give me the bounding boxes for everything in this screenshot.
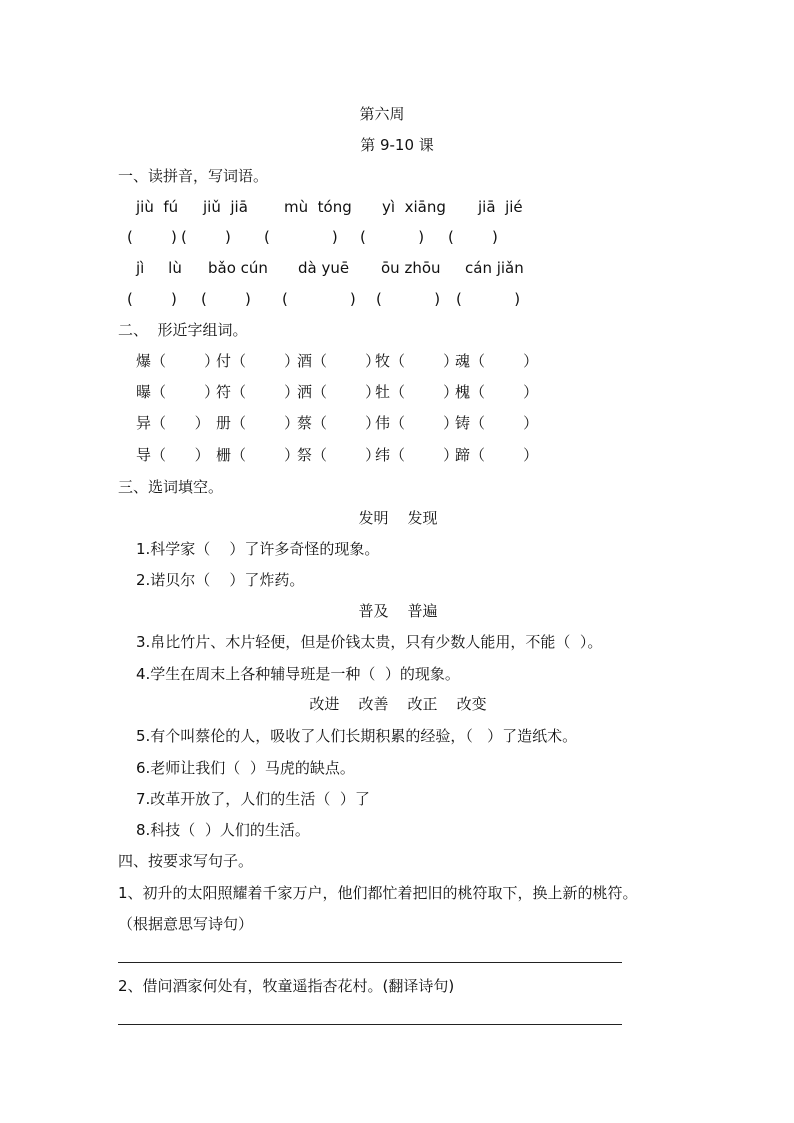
answer-blank[interactable]: ( ) [376, 290, 441, 308]
answer-blank[interactable]: ( ) [127, 228, 177, 246]
pinyin-item: jì lù [136, 259, 182, 277]
section1-heading: 一、读拼音，写词语。 [118, 167, 269, 185]
word-choice-group: 普及 普遍 [358, 602, 438, 620]
char-item[interactable]: 符（ ） [216, 383, 300, 401]
pinyin-item: mù tóng [284, 198, 352, 216]
answer-blank[interactable]: ( ) [282, 290, 356, 308]
answer-blank[interactable]: ( ) [127, 290, 177, 308]
char-item[interactable]: 洒（ ） [297, 383, 381, 401]
char-item[interactable]: 付（ ） [216, 352, 300, 370]
answer-blank[interactable]: ( ) [456, 290, 521, 308]
pinyin-item: ōu zhōu [381, 259, 441, 277]
char-item[interactable]: 爆（ ） [136, 352, 220, 370]
char-item[interactable]: 蹄（ ） [455, 446, 539, 464]
fill-question[interactable]: 6.老师让我们（ ）马虎的缺点。 [136, 759, 355, 777]
section4-heading: 四、按要求写句子。 [118, 852, 254, 870]
answer-blank[interactable]: ( ) [181, 228, 231, 246]
char-item[interactable]: 槐（ ） [455, 383, 539, 401]
char-item[interactable]: 曝（ ） [136, 383, 220, 401]
answer-blank[interactable]: ( ) [201, 290, 251, 308]
section2-heading: 二、 形近字组词。 [118, 321, 248, 339]
char-item[interactable]: 牧（ ） [375, 352, 459, 370]
answer-blank[interactable]: ( ) [264, 228, 338, 246]
answer-blank[interactable]: ( ) [448, 228, 498, 246]
question-hint: （根据意思写诗句） [118, 915, 254, 933]
pinyin-item: dà yuē [298, 259, 350, 277]
char-item[interactable]: 纬（ ） [375, 446, 459, 464]
fill-question[interactable]: 8.科技（ ）人们的生活。 [136, 821, 310, 839]
answer-blank[interactable]: ( ) [360, 228, 425, 246]
char-item[interactable]: 导（ ） [136, 446, 210, 464]
page-title: 第六周 [359, 105, 405, 123]
section3-heading: 三、选词填空。 [118, 478, 224, 496]
pinyin-item: yì xiāng [382, 198, 446, 216]
char-item[interactable]: 栅（ ） [216, 446, 300, 464]
char-item[interactable]: 酒（ ） [297, 352, 381, 370]
answer-line[interactable] [118, 1024, 622, 1025]
sentence-question: 2、借问酒家何处有，牧童遥指杏花村。(翻译诗句) [118, 977, 455, 995]
sentence-question: 1、初升的太阳照耀着千家万户，他们都忙着把旧的桃符取下，换上新的桃符。 [118, 884, 638, 902]
fill-question[interactable]: 1.科学家（ ）了许多奇怪的现象。 [136, 540, 380, 558]
char-item[interactable]: 册（ ） [216, 414, 300, 432]
page-subtitle: 第 9-10 课 [360, 136, 434, 154]
fill-question[interactable]: 7.改革开放了，人们的生活（ ）了 [136, 790, 370, 808]
pinyin-item: cán jiǎn [465, 259, 524, 277]
char-item[interactable]: 祭（ ） [297, 446, 381, 464]
char-item[interactable]: 魂（ ） [455, 352, 539, 370]
char-item[interactable]: 蔡（ ） [297, 414, 381, 432]
pinyin-item: jiǔ jiā [203, 198, 248, 216]
pinyin-item: jiā jié [478, 198, 523, 216]
char-item[interactable]: 伟（ ） [375, 414, 459, 432]
fill-question[interactable]: 4.学生在周末上各种辅导班是一种（ ）的现象。 [136, 665, 460, 683]
fill-question[interactable]: 5.有个叫蔡伦的人，吸收了人们长期积累的经验，（ ）了造纸术。 [136, 727, 578, 745]
char-item[interactable]: 铸（ ） [455, 414, 539, 432]
fill-question[interactable]: 3.帛比竹片、木片轻便，但是价钱太贵，只有少数人能用，不能（ ）。 [136, 633, 603, 651]
word-choice-group: 发明 发现 [358, 509, 438, 527]
word-choice-group: 改进 改善 改正 改变 [309, 695, 487, 713]
char-item[interactable]: 异（ ） [136, 414, 210, 432]
fill-question[interactable]: 2.诺贝尔（ ）了炸药。 [136, 571, 305, 589]
pinyin-item: bǎo cún [208, 259, 268, 277]
char-item[interactable]: 牡（ ） [375, 383, 459, 401]
answer-line[interactable] [118, 962, 622, 963]
pinyin-item: jiù fú [136, 198, 179, 216]
